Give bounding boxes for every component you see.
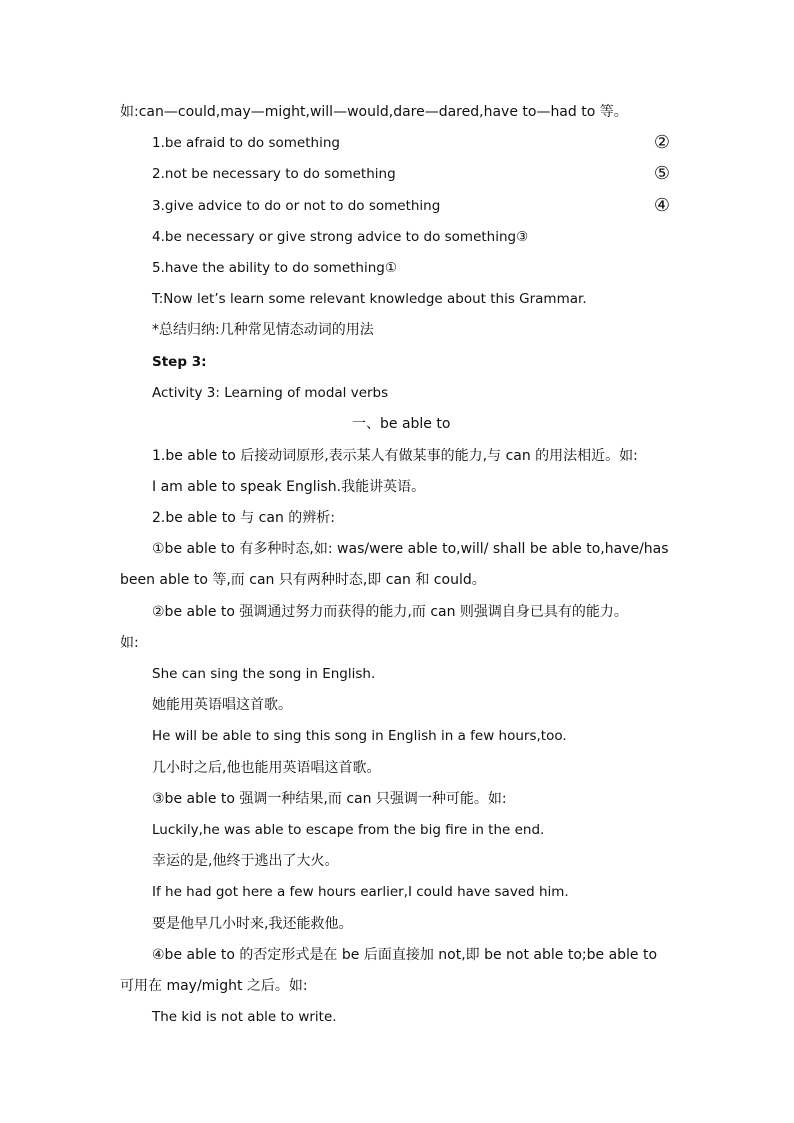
subpoint-1-line-1: ①be able to 有多种时态,如: was/were able to,will/ shall be able to,have/has [152,541,669,557]
step-heading: Step 3: [152,354,207,370]
example-4-english: If he had got here a few hours earlier,I could have saved him. [152,884,569,900]
intro-line: 如:can—could,may—might,will—would,dare—dared,have to—had to 等。 [120,104,628,120]
teacher-line: T:Now let’s learn some relevant knowledge about this Grammar. [152,291,587,307]
subpoint-2-line-1: ②be able to 强调通过努力而获得的能力,而 can 则强调自身已具有的能力。 [152,604,628,620]
activity-heading: Activity 3: Learning of modal verbs [152,385,389,401]
matching-item-3: 3.give advice to do or not to do something [152,198,441,214]
matching-item-4: 4.be necessary or give strong advice to do something③ [152,229,529,245]
answer-mark-3: ④ [653,195,671,216]
example-2-chinese: 几小时之后,他也能用英语唱这首歌。 [152,760,381,776]
subpoint-2-line-2: 如: [120,635,139,651]
section-title: 一、be able to [352,416,451,432]
point-2: 2.be able to 与 can 的辨析: [152,510,335,526]
answer-mark-1: ② [653,132,671,153]
subpoint-1-line-2: been able to 等,而 can 只有两种时态,即 can 和 could。 [120,572,486,588]
subpoint-4-line-2: 可用在 may/might 之后。如: [120,978,308,994]
example-5-english: The kid is not able to write. [152,1009,337,1025]
answer-mark-2: ⑤ [653,163,671,184]
example-1-chinese: 她能用英语唱这首歌。 [152,697,292,713]
matching-item-1: 1.be afraid to do something [152,135,340,151]
example-3-chinese: 幸运的是,他终于逃出了大火。 [152,853,339,869]
subpoint-4-line-1: ④be able to 的否定形式是在 be 后面直接加 not,即 be not able to;be able to [152,947,658,963]
example-3-english: Luckily,he was able to escape from the big fire in the end. [152,822,545,838]
point-1-example: I am able to speak English.我能讲英语。 [152,479,426,495]
example-1-english: She can sing the song in English. [152,666,376,682]
point-1: 1.be able to 后接动词原形,表示某人有做某事的能力,与 can 的用法相近。如: [152,448,638,464]
summary-line: *总结归纳:几种常见情态动词的用法 [152,322,374,338]
example-2-english: He will be able to sing this song in English in a few hours,too. [152,728,567,744]
matching-item-2: 2.not be necessary to do something [152,166,396,182]
subpoint-3: ③be able to 强调一种结果,而 can 只强调一种可能。如: [152,791,507,807]
example-4-chinese: 要是他早几小时来,我还能救他。 [152,916,353,932]
matching-item-5: 5.have the ability to do something① [152,260,397,276]
